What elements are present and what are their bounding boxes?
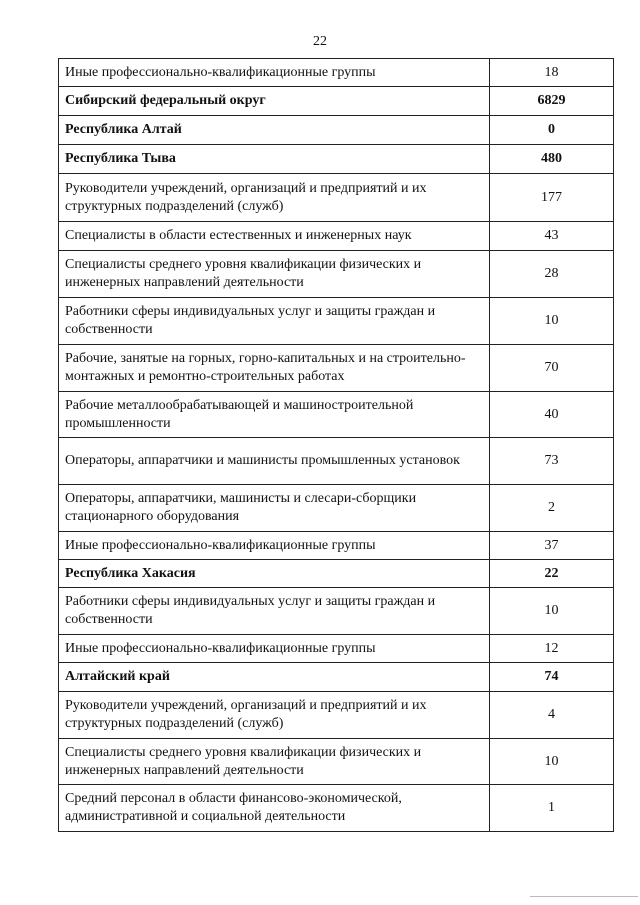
table-row bbox=[59, 692, 614, 739]
table-row-region bbox=[59, 145, 614, 174]
row-value-cell: 40 bbox=[490, 392, 614, 438]
row-name-cell: Иные профессионально-квалификационные группы bbox=[59, 59, 490, 87]
table-row bbox=[59, 392, 614, 438]
row-name-cell: Алтайский край bbox=[59, 663, 490, 692]
row-value-cell: 28 bbox=[490, 251, 614, 298]
row-value-cell: 480 bbox=[490, 145, 614, 174]
row-name-cell: Сибирский федеральный округ bbox=[59, 87, 490, 116]
table-row-region bbox=[59, 663, 614, 692]
table-row bbox=[59, 298, 614, 345]
table-row bbox=[59, 635, 614, 663]
table-row bbox=[59, 785, 614, 832]
row-value-cell: 12 bbox=[490, 635, 614, 663]
row-name-cell: Специалисты в области естественных и инженерных наук bbox=[59, 222, 490, 251]
row-name-cell: Операторы, аппаратчики, машинисты и слесари-сборщики стационарного оборудования bbox=[59, 485, 490, 532]
row-name-cell: Работники сферы индивидуальных услуг и защиты граждан и собственности bbox=[59, 588, 490, 635]
row-value-cell: 10 bbox=[490, 588, 614, 635]
table-row bbox=[59, 174, 614, 222]
row-name-cell: Иные профессионально-квалификационные группы bbox=[59, 532, 490, 560]
row-value-cell: 37 bbox=[490, 532, 614, 560]
row-value-cell: 74 bbox=[490, 663, 614, 692]
row-name-cell: Руководители учреждений, организаций и предприятий и их структурных подразделений (служб) bbox=[59, 692, 490, 739]
row-name-cell: Республика Тыва bbox=[59, 145, 490, 174]
row-name-cell: Рабочие металлообрабатывающей и машиностроительной промышленности bbox=[59, 392, 490, 438]
table-row-region bbox=[59, 87, 614, 116]
row-name-cell: Специалисты среднего уровня квалификации физических и инженерных направлений деятельности bbox=[59, 251, 490, 298]
table-body bbox=[59, 59, 614, 832]
row-value-cell: 177 bbox=[490, 174, 614, 222]
row-name-cell: Специалисты среднего уровня квалификации физических и инженерных направлений деятельности bbox=[59, 739, 490, 785]
table-row bbox=[59, 251, 614, 298]
table-row bbox=[59, 485, 614, 532]
row-name-cell: Операторы, аппаратчики и машинисты промышленных установок bbox=[59, 438, 490, 485]
table-row bbox=[59, 532, 614, 560]
row-value-cell: 10 bbox=[490, 298, 614, 345]
row-name-cell: Работники сферы индивидуальных услуг и защиты граждан и собственности bbox=[59, 298, 490, 345]
table-row bbox=[59, 222, 614, 251]
data-table bbox=[58, 58, 614, 832]
row-name-cell: Республика Хакасия bbox=[59, 560, 490, 588]
row-name-cell: Республика Алтай bbox=[59, 116, 490, 145]
row-name-cell: Средний персонал в области финансово-экономической, административной и социальной деятельности bbox=[59, 785, 490, 832]
table-row-region bbox=[59, 116, 614, 145]
row-name-cell: Рабочие, занятые на горных, горно-капитальных и на строительно-монтажных и ремонтно-строительных работах bbox=[59, 345, 490, 392]
row-value-cell: 22 bbox=[490, 560, 614, 588]
row-name-cell: Руководители учреждений, организаций и предприятий и их структурных подразделений (служб) bbox=[59, 174, 490, 222]
row-value-cell: 4 bbox=[490, 692, 614, 739]
row-value-cell: 1 bbox=[490, 785, 614, 832]
table-row bbox=[59, 345, 614, 392]
row-value-cell: 70 bbox=[490, 345, 614, 392]
row-name-cell: Иные профессионально-квалификационные группы bbox=[59, 635, 490, 663]
table-row bbox=[59, 438, 614, 485]
table-row bbox=[59, 739, 614, 785]
row-value-cell: 2 bbox=[490, 485, 614, 532]
row-value-cell: 43 bbox=[490, 222, 614, 251]
table-row bbox=[59, 588, 614, 635]
table-row-region bbox=[59, 560, 614, 588]
page-number: 22 bbox=[313, 34, 327, 49]
row-value-cell: 18 bbox=[490, 59, 614, 87]
scan-edge-mark bbox=[530, 896, 638, 897]
row-value-cell: 0 bbox=[490, 116, 614, 145]
row-value-cell: 10 bbox=[490, 739, 614, 785]
table-row bbox=[59, 59, 614, 87]
row-value-cell: 73 bbox=[490, 438, 614, 485]
row-value-cell: 6829 bbox=[490, 87, 614, 116]
